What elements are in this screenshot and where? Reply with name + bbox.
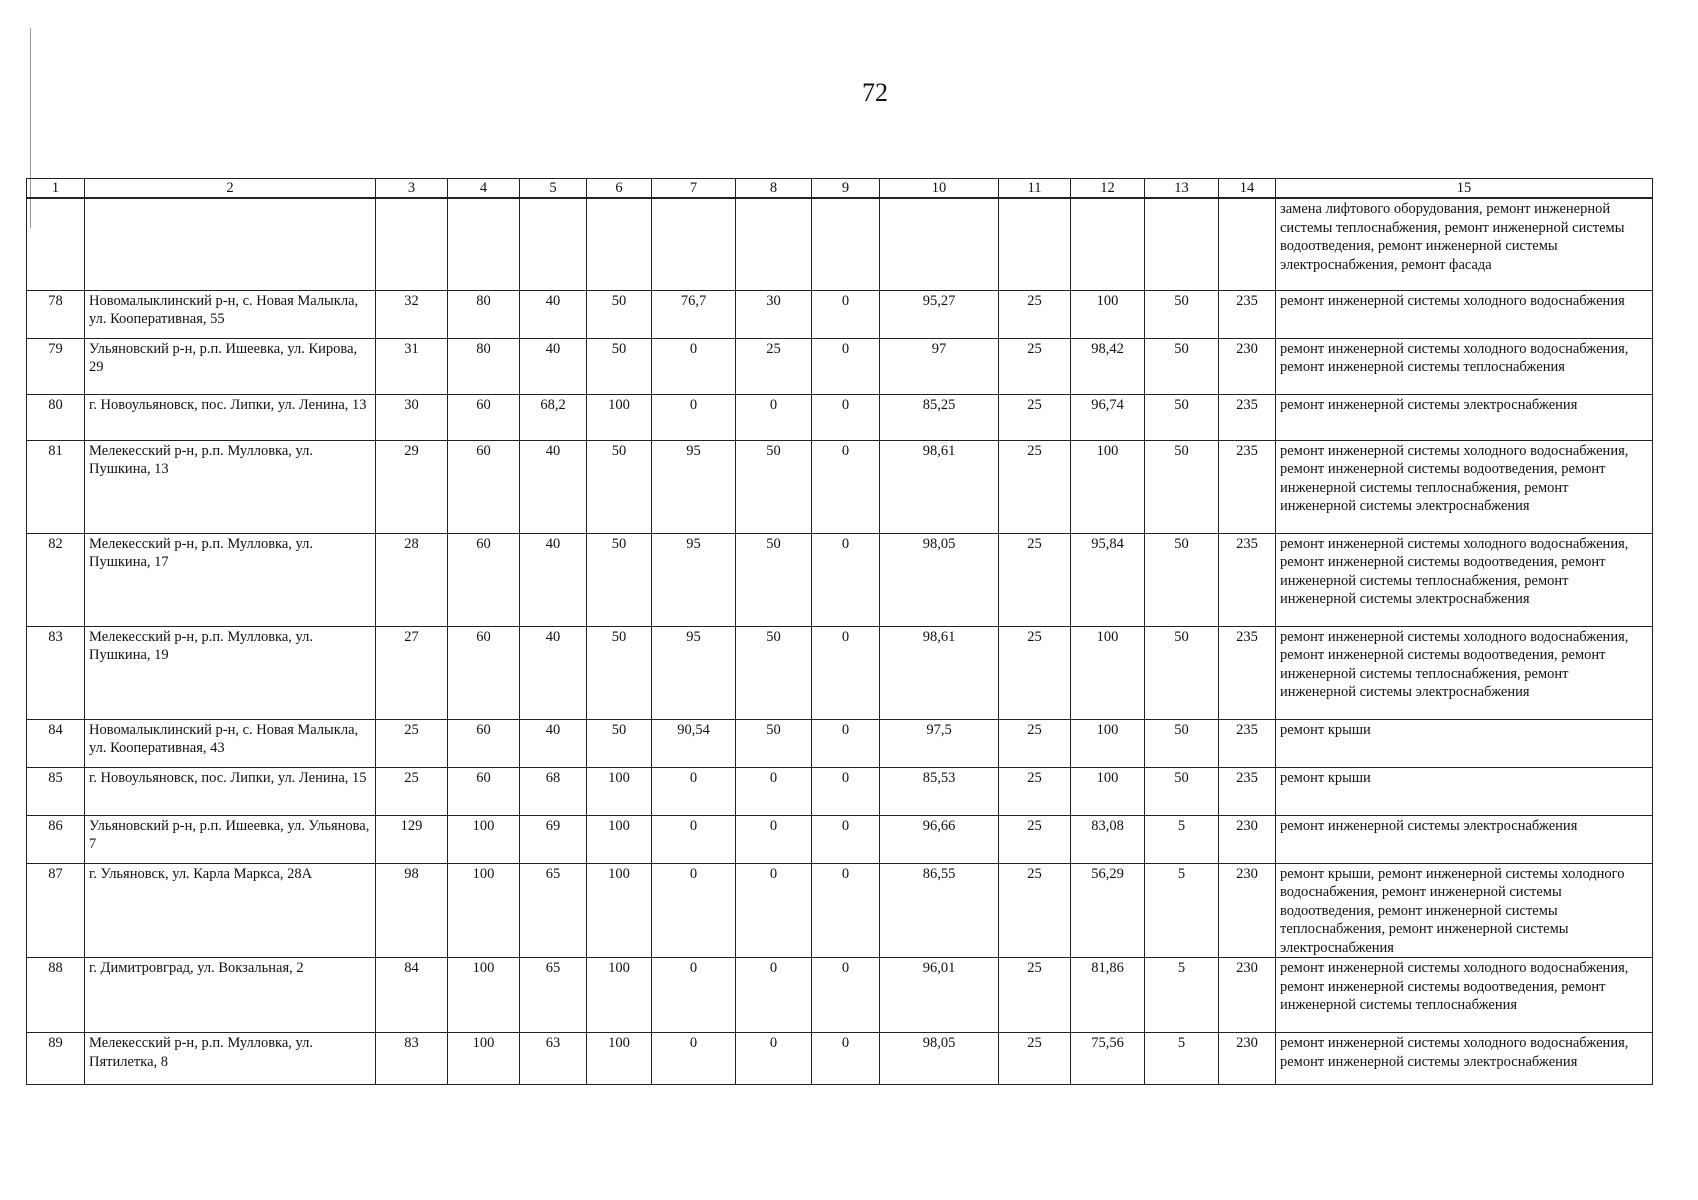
table-row (27, 958, 1653, 1033)
table-cell (1071, 198, 1145, 290)
value-cell: 50 (587, 338, 652, 394)
header-cell: 3 (376, 179, 448, 199)
value-cell: 0 (652, 815, 736, 863)
works-cell: ремонт инженерной системы холодного водоснабжения, ремонт инженерной системы электроснабжения (1276, 1033, 1653, 1085)
header-cell: 7 (652, 179, 736, 199)
table-cell (652, 198, 736, 290)
value-cell: 50 (1145, 338, 1219, 394)
value-cell: 25 (999, 1033, 1071, 1085)
value-cell: 69 (520, 815, 587, 863)
value-cell: 96,66 (880, 815, 999, 863)
value-cell: 68,2 (520, 394, 587, 440)
value-cell: 100 (448, 1033, 520, 1085)
row-number-cell: 79 (27, 338, 85, 394)
value-cell: 97 (880, 338, 999, 394)
value-cell: 0 (736, 815, 812, 863)
address-cell: г. Новоульяновск, пос. Липки, ул. Ленина, 15 (85, 767, 376, 815)
header-cell: 12 (1071, 179, 1145, 199)
value-cell: 40 (520, 290, 587, 338)
value-cell: 0 (812, 533, 880, 626)
value-cell: 0 (812, 440, 880, 533)
repair-program-table (26, 178, 1653, 1085)
value-cell: 100 (1071, 290, 1145, 338)
row-number-cell: 87 (27, 863, 85, 958)
header-cell: 5 (520, 179, 587, 199)
value-cell: 84 (376, 958, 448, 1033)
value-cell: 0 (652, 863, 736, 958)
value-cell: 230 (1219, 338, 1276, 394)
value-cell: 0 (736, 1033, 812, 1085)
value-cell: 31 (376, 338, 448, 394)
value-cell: 100 (587, 767, 652, 815)
value-cell: 50 (1145, 767, 1219, 815)
table-body (27, 179, 1653, 1085)
table-cell (1219, 198, 1276, 290)
table-cell (27, 198, 85, 290)
works-cell: ремонт крыши (1276, 767, 1653, 815)
value-cell: 5 (1145, 815, 1219, 863)
value-cell: 0 (812, 719, 880, 767)
header-cell: 11 (999, 179, 1071, 199)
value-cell: 40 (520, 626, 587, 719)
value-cell: 0 (736, 863, 812, 958)
value-cell: 25 (999, 719, 1071, 767)
value-cell: 83,08 (1071, 815, 1145, 863)
table-row (27, 394, 1653, 440)
value-cell: 60 (448, 440, 520, 533)
works-cell: ремонт инженерной системы холодного водоснабжения, ремонт инженерной системы водоотведения, ремонт инженерной системы теплоснабжения, ремонт инженерной системы электроснабжения (1276, 626, 1653, 719)
row-number-cell: 86 (27, 815, 85, 863)
table-cell (736, 198, 812, 290)
value-cell: 27 (376, 626, 448, 719)
value-cell: 50 (1145, 394, 1219, 440)
value-cell: 80 (448, 338, 520, 394)
table-cell (880, 198, 999, 290)
value-cell: 25 (376, 767, 448, 815)
value-cell: 0 (812, 338, 880, 394)
header-cell: 1 (27, 179, 85, 199)
value-cell: 50 (736, 440, 812, 533)
table-row (27, 626, 1653, 719)
value-cell: 86,55 (880, 863, 999, 958)
value-cell: 100 (587, 863, 652, 958)
value-cell: 95 (652, 533, 736, 626)
table-row (27, 440, 1653, 533)
works-cell: ремонт инженерной системы холодного водоснабжения, ремонт инженерной системы водоотведения, ремонт инженерной системы теплоснабжения, ремонт инженерной системы электроснабжения (1276, 533, 1653, 626)
table-row (27, 290, 1653, 338)
header-cell: 8 (736, 179, 812, 199)
value-cell: 25 (999, 394, 1071, 440)
value-cell: 0 (652, 958, 736, 1033)
value-cell: 56,29 (1071, 863, 1145, 958)
works-cell: ремонт инженерной системы холодного водоснабжения, ремонт инженерной системы водоотведения, ремонт инженерной системы теплоснабжения (1276, 958, 1653, 1033)
value-cell: 0 (652, 394, 736, 440)
value-cell: 96,01 (880, 958, 999, 1033)
table-cell (812, 198, 880, 290)
value-cell: 50 (1145, 290, 1219, 338)
value-cell: 83 (376, 1033, 448, 1085)
value-cell: 25 (376, 719, 448, 767)
value-cell: 50 (1145, 533, 1219, 626)
value-cell: 63 (520, 1033, 587, 1085)
value-cell: 100 (1071, 719, 1145, 767)
header-cell: 6 (587, 179, 652, 199)
column-number-header (27, 179, 1653, 199)
works-cell: ремонт инженерной системы холодного водоснабжения (1276, 290, 1653, 338)
value-cell: 25 (999, 863, 1071, 958)
value-cell: 25 (999, 440, 1071, 533)
value-cell: 25 (999, 626, 1071, 719)
value-cell: 0 (812, 290, 880, 338)
works-cell: ремонт инженерной системы холодного водоснабжения, ремонт инженерной системы водоотведения, ремонт инженерной системы теплоснабжения, ремонт инженерной системы электроснабжения (1276, 440, 1653, 533)
value-cell: 129 (376, 815, 448, 863)
value-cell: 65 (520, 958, 587, 1033)
table-row (27, 338, 1653, 394)
address-cell: Ульяновский р-н, р.п. Ишеевка, ул. Кирова, 29 (85, 338, 376, 394)
value-cell: 0 (812, 767, 880, 815)
value-cell: 50 (1145, 440, 1219, 533)
works-cell: ремонт крыши (1276, 719, 1653, 767)
value-cell: 90,54 (652, 719, 736, 767)
works-cell: ремонт инженерной системы электроснабжения (1276, 815, 1653, 863)
value-cell: 50 (587, 533, 652, 626)
value-cell: 60 (448, 533, 520, 626)
value-cell: 60 (448, 626, 520, 719)
header-cell: 14 (1219, 179, 1276, 199)
address-cell: Мелекесский р-н, р.п. Мулловка, ул. Пятилетка, 8 (85, 1033, 376, 1085)
value-cell: 25 (999, 815, 1071, 863)
value-cell: 30 (376, 394, 448, 440)
row-number-cell: 80 (27, 394, 85, 440)
value-cell: 81,86 (1071, 958, 1145, 1033)
table-cell (448, 198, 520, 290)
value-cell: 0 (652, 1033, 736, 1085)
table-cell (520, 198, 587, 290)
value-cell: 98,05 (880, 533, 999, 626)
header-cell: 10 (880, 179, 999, 199)
value-cell: 235 (1219, 626, 1276, 719)
value-cell: 235 (1219, 440, 1276, 533)
value-cell: 0 (812, 626, 880, 719)
value-cell: 95 (652, 440, 736, 533)
value-cell: 5 (1145, 1033, 1219, 1085)
value-cell: 95,27 (880, 290, 999, 338)
value-cell: 50 (736, 533, 812, 626)
address-cell: Мелекесский р-н, р.п. Мулловка, ул. Пушкина, 13 (85, 440, 376, 533)
row-number-cell: 82 (27, 533, 85, 626)
value-cell: 30 (736, 290, 812, 338)
value-cell: 75,56 (1071, 1033, 1145, 1085)
value-cell: 50 (587, 719, 652, 767)
value-cell: 60 (448, 394, 520, 440)
value-cell: 98,05 (880, 1033, 999, 1085)
value-cell: 76,7 (652, 290, 736, 338)
value-cell: 100 (587, 1033, 652, 1085)
table-cell (85, 198, 376, 290)
value-cell: 100 (1071, 626, 1145, 719)
value-cell: 85,53 (880, 767, 999, 815)
value-cell: 29 (376, 440, 448, 533)
value-cell: 25 (999, 767, 1071, 815)
value-cell: 50 (736, 626, 812, 719)
value-cell: 25 (999, 958, 1071, 1033)
address-cell: Новомалыклинский р-н, с. Новая Малыкла, ул. Кооперативная, 55 (85, 290, 376, 338)
continuation-row (27, 198, 1653, 290)
works-cell: ремонт крыши, ремонт инженерной системы холодного водоснабжения, ремонт инженерной системы водоотведения, ремонт инженерной системы теплоснабжения, ремонт инженерной системы электроснабжения (1276, 863, 1653, 958)
address-cell: г. Димитровград, ул. Вокзальная, 2 (85, 958, 376, 1033)
row-number-cell: 81 (27, 440, 85, 533)
row-number-cell: 88 (27, 958, 85, 1033)
value-cell: 40 (520, 338, 587, 394)
value-cell: 40 (520, 719, 587, 767)
value-cell: 100 (587, 815, 652, 863)
header-cell: 4 (448, 179, 520, 199)
value-cell: 50 (587, 440, 652, 533)
value-cell: 100 (1071, 767, 1145, 815)
table-row (27, 533, 1653, 626)
value-cell: 25 (999, 338, 1071, 394)
value-cell: 28 (376, 533, 448, 626)
value-cell: 0 (652, 767, 736, 815)
value-cell: 0 (736, 767, 812, 815)
value-cell: 235 (1219, 290, 1276, 338)
value-cell: 32 (376, 290, 448, 338)
value-cell: 230 (1219, 1033, 1276, 1085)
value-cell: 50 (587, 626, 652, 719)
works-cell: ремонт инженерной системы холодного водоснабжения, ремонт инженерной системы теплоснабжения (1276, 338, 1653, 394)
value-cell: 50 (1145, 719, 1219, 767)
value-cell: 100 (587, 958, 652, 1033)
value-cell: 40 (520, 533, 587, 626)
value-cell: 5 (1145, 863, 1219, 958)
value-cell: 60 (448, 719, 520, 767)
value-cell: 100 (448, 958, 520, 1033)
value-cell: 0 (812, 1033, 880, 1085)
header-cell: 2 (85, 179, 376, 199)
value-cell: 98 (376, 863, 448, 958)
table-row (27, 863, 1653, 958)
value-cell: 0 (812, 394, 880, 440)
value-cell: 230 (1219, 958, 1276, 1033)
table-cell (587, 198, 652, 290)
address-cell: г. Ульяновск, ул. Карла Маркса, 28А (85, 863, 376, 958)
value-cell: 25 (999, 533, 1071, 626)
table-row (27, 719, 1653, 767)
value-cell: 230 (1219, 863, 1276, 958)
value-cell: 235 (1219, 719, 1276, 767)
row-number-cell: 78 (27, 290, 85, 338)
value-cell: 235 (1219, 533, 1276, 626)
address-cell: Новомалыклинский р-н, с. Новая Малыкла, ул. Кооперативная, 43 (85, 719, 376, 767)
value-cell: 235 (1219, 394, 1276, 440)
value-cell: 95 (652, 626, 736, 719)
value-cell: 98,61 (880, 626, 999, 719)
value-cell: 25 (999, 290, 1071, 338)
table-cell (376, 198, 448, 290)
value-cell: 98,42 (1071, 338, 1145, 394)
address-cell: Мелекесский р-н, р.п. Мулловка, ул. Пушкина, 17 (85, 533, 376, 626)
value-cell: 100 (1071, 440, 1145, 533)
value-cell: 0 (736, 958, 812, 1033)
table-row (27, 1033, 1653, 1085)
value-cell: 65 (520, 863, 587, 958)
value-cell: 100 (587, 394, 652, 440)
value-cell: 0 (812, 958, 880, 1033)
works-cell: ремонт инженерной системы электроснабжения (1276, 394, 1653, 440)
value-cell: 97,5 (880, 719, 999, 767)
header-cell: 13 (1145, 179, 1219, 199)
value-cell: 235 (1219, 767, 1276, 815)
value-cell: 96,74 (1071, 394, 1145, 440)
table-cell (1145, 198, 1219, 290)
value-cell: 68 (520, 767, 587, 815)
value-cell: 0 (812, 863, 880, 958)
works-cell: замена лифтового оборудования, ремонт инженерной системы теплоснабжения, ремонт инженерной системы водоотведения, ремонт инженерной системы электроснабжения, ремонт фасада (1276, 198, 1653, 290)
value-cell: 60 (448, 767, 520, 815)
value-cell: 5 (1145, 958, 1219, 1033)
value-cell: 100 (448, 863, 520, 958)
value-cell: 0 (736, 394, 812, 440)
table-cell (999, 198, 1071, 290)
value-cell: 50 (1145, 626, 1219, 719)
header-cell: 9 (812, 179, 880, 199)
row-number-cell: 85 (27, 767, 85, 815)
value-cell: 50 (736, 719, 812, 767)
value-cell: 100 (448, 815, 520, 863)
row-number-cell: 83 (27, 626, 85, 719)
row-number-cell: 89 (27, 1033, 85, 1085)
address-cell: Ульяновский р-н, р.п. Ишеевка, ул. Ульянова, 7 (85, 815, 376, 863)
value-cell: 50 (587, 290, 652, 338)
table-row (27, 815, 1653, 863)
value-cell: 95,84 (1071, 533, 1145, 626)
value-cell: 0 (652, 338, 736, 394)
value-cell: 40 (520, 440, 587, 533)
page-number: 72 (862, 78, 888, 107)
row-number-cell: 84 (27, 719, 85, 767)
header-cell: 15 (1276, 179, 1653, 199)
value-cell: 98,61 (880, 440, 999, 533)
address-cell: г. Новоульяновск, пос. Липки, ул. Ленина, 13 (85, 394, 376, 440)
value-cell: 80 (448, 290, 520, 338)
value-cell: 0 (812, 815, 880, 863)
value-cell: 25 (736, 338, 812, 394)
value-cell: 85,25 (880, 394, 999, 440)
address-cell: Мелекесский р-н, р.п. Мулловка, ул. Пушкина, 19 (85, 626, 376, 719)
table-row (27, 767, 1653, 815)
value-cell: 230 (1219, 815, 1276, 863)
